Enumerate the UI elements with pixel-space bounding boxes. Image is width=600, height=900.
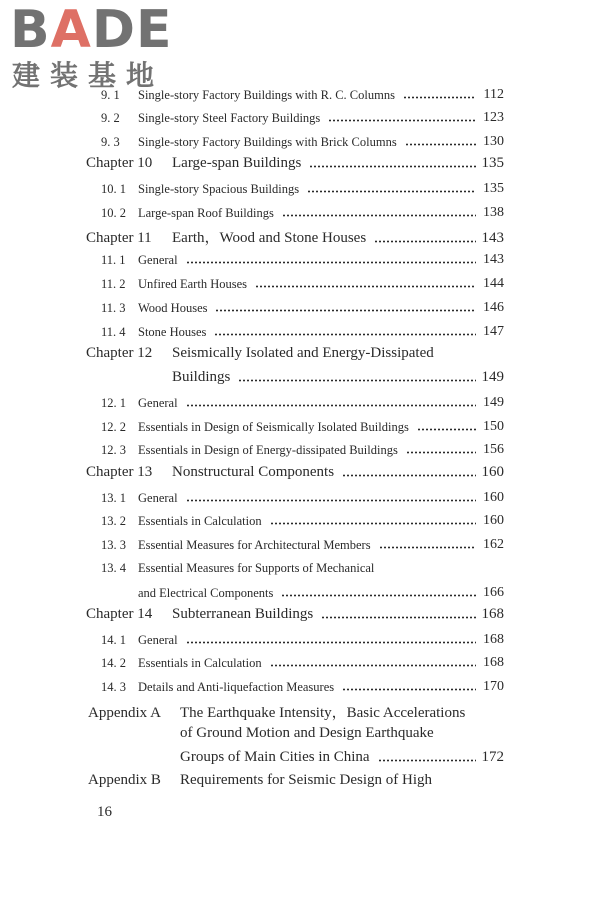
- toc-entry-title: Single-story Spacious Buildings: [138, 182, 300, 196]
- toc-entry[interactable]: [101, 679, 504, 695]
- toc-entry-title: Essentials in Design of Energy-dissipated Buildings: [138, 443, 398, 457]
- toc-entry-page: 135: [483, 181, 504, 196]
- toc-entry-title: Large-span Roof Buildings: [138, 206, 274, 220]
- toc-entry-title-continued: Buildings: [172, 369, 231, 385]
- toc-entry-number: Chapter 12: [86, 345, 153, 361]
- dot-leader: [186, 641, 476, 644]
- toc-entry-number: 13. 1: [101, 491, 126, 505]
- toc-entry-number: 10. 2: [101, 206, 126, 220]
- toc-entry[interactable]: [101, 537, 504, 553]
- toc-entry[interactable]: [86, 464, 504, 481]
- toc-entry-number: 14. 3: [101, 680, 126, 694]
- toc-entry-page: 112: [483, 87, 504, 102]
- toc-entry-number: 13. 4: [101, 561, 126, 575]
- toc-entry[interactable]: [88, 772, 432, 789]
- toc-entry-number: 13. 2: [101, 514, 126, 528]
- toc-entry-number: 12. 1: [101, 396, 126, 410]
- toc-entry[interactable]: [101, 252, 504, 268]
- dot-leader: [186, 261, 476, 264]
- toc-entry-title: Unfired Earth Houses: [138, 277, 247, 291]
- toc-entry-title: Stone Houses: [138, 325, 207, 339]
- toc-entry-page: 135: [481, 155, 504, 171]
- toc-entry-page: 144: [483, 276, 504, 291]
- toc-entry-title-continued: and Electrical Components: [138, 586, 274, 600]
- dot-leader: [374, 240, 475, 243]
- logo-chinese-text: 建装基地: [12, 59, 165, 92]
- toc-entry-title-continued: of Ground Motion and Design Earthquake: [180, 725, 434, 741]
- toc-entry-page: 168: [483, 632, 504, 647]
- toc-entry-page: 143: [483, 252, 504, 267]
- toc-entry-title: Details and Anti-liquefaction Measures: [138, 680, 335, 694]
- toc-entry[interactable]: [88, 701, 465, 722]
- toc-entry[interactable]: [101, 632, 504, 648]
- toc-entry[interactable]: [101, 134, 504, 150]
- toc-entry[interactable]: [101, 655, 504, 671]
- toc-entry[interactable]: [86, 345, 434, 362]
- toc-entry-title: Single-story Factory Buildings with R. C. Columns: [138, 88, 395, 102]
- toc-entry[interactable]: [101, 300, 504, 316]
- toc-entry-number: 14. 2: [101, 656, 126, 670]
- toc-entry-number: 9. 3: [101, 135, 120, 149]
- toc-entry-title: Nonstructural Components: [172, 464, 335, 480]
- toc-entry-continuation[interactable]: [180, 725, 434, 742]
- toc-entry-page: 168: [481, 606, 504, 622]
- toc-entry-title: Single-story Steel Factory Buildings: [138, 111, 321, 125]
- toc-entry-number: 13. 3: [101, 538, 126, 552]
- toc-entry-number: Appendix B: [88, 772, 161, 788]
- dot-leader: [186, 499, 476, 502]
- toc-entry-title: General: [138, 253, 178, 267]
- dot-leader: [238, 379, 475, 382]
- toc-entry-page: 166: [483, 585, 504, 600]
- dot-leader: [215, 309, 476, 312]
- dot-leader: [405, 143, 476, 146]
- toc-entry-title: Earth，Wood and Stone Houses: [172, 230, 367, 246]
- toc-entry[interactable]: [101, 110, 504, 126]
- toc-entry-page: 138: [483, 205, 504, 220]
- toc-entry-page: 146: [483, 300, 504, 315]
- toc-entry-title: General: [138, 491, 178, 505]
- toc-entry-number: Chapter 13: [86, 464, 153, 480]
- toc-entry-continuation[interactable]: [180, 749, 504, 766]
- dot-leader: [403, 96, 476, 99]
- toc-entry-page: 156: [483, 442, 504, 457]
- toc-entry-number: 12. 2: [101, 420, 126, 434]
- toc-entry-page: 147: [483, 324, 504, 339]
- dot-leader: [282, 214, 476, 217]
- dot-leader: [270, 664, 476, 667]
- toc-entry-title: Essential Measures for Architectural Members: [138, 538, 371, 552]
- toc-entry-page: 170: [483, 679, 504, 694]
- toc-entry[interactable]: [101, 442, 504, 458]
- toc-entry-title: Single-story Factory Buildings with Brick Columns: [138, 135, 397, 149]
- toc-entry[interactable]: [101, 513, 504, 529]
- dot-leader: [270, 522, 476, 525]
- dot-leader: [186, 404, 476, 407]
- toc-entry-number: 11. 3: [101, 301, 126, 315]
- toc-entry-title: Essentials in Calculation: [138, 514, 262, 528]
- toc-entry-number: Chapter 11: [86, 230, 152, 246]
- toc-entry-number: 11. 4: [101, 325, 126, 339]
- toc-entry[interactable]: [86, 606, 504, 623]
- toc-entry[interactable]: [101, 324, 504, 340]
- toc-entry-continuation[interactable]: [138, 585, 504, 601]
- toc-entry-number: 11. 2: [101, 277, 126, 291]
- toc-entry-page: 143: [481, 230, 504, 246]
- toc-entry-title: General: [138, 396, 178, 410]
- toc-entry[interactable]: [101, 395, 504, 411]
- dot-leader: [214, 333, 476, 336]
- toc-entry[interactable]: [101, 419, 504, 435]
- toc-entry-continuation[interactable]: [172, 369, 504, 386]
- toc-entry[interactable]: [101, 87, 504, 103]
- dot-leader: [328, 119, 476, 122]
- toc-entry-page: 172: [481, 749, 504, 765]
- toc-entry-number: 9. 1: [101, 88, 120, 102]
- toc-entry-number: 10. 1: [101, 182, 126, 196]
- toc-entry-number: Chapter 14: [86, 606, 153, 622]
- toc-entry-number: 14. 1: [101, 633, 126, 647]
- toc-entry-number: Appendix A: [88, 705, 161, 721]
- toc-entry-page: 160: [483, 490, 504, 505]
- toc-entry-page: 162: [483, 537, 504, 552]
- toc-entry-number: 11. 1: [101, 253, 126, 267]
- toc-entry-title: Requirements for Seismic Design of High: [180, 772, 433, 788]
- dot-leader: [379, 546, 476, 549]
- toc-entry-title: Essentials in Design of Seismically Isolated Buildings: [138, 420, 409, 434]
- toc-entry-page: 149: [481, 369, 504, 385]
- toc-entry-title: Subterranean Buildings: [172, 606, 314, 622]
- dot-leader: [255, 285, 476, 288]
- toc-entry-title: Wood Houses: [138, 301, 208, 315]
- toc-entry-title-continued: Groups of Main Cities in China: [180, 749, 370, 765]
- toc-entry-title: Large-span Buildings: [172, 155, 302, 171]
- toc-entry-title: Seismically Isolated and Energy-Dissipated: [172, 345, 434, 361]
- toc-entry-number: Chapter 10: [86, 155, 153, 171]
- toc-entry[interactable]: [86, 155, 504, 172]
- toc-entry-page: 130: [483, 134, 504, 149]
- toc-entry[interactable]: [101, 276, 504, 292]
- toc-entry-title: Essentials in Calculation: [138, 656, 262, 670]
- dot-leader: [378, 759, 476, 762]
- dot-leader: [321, 616, 475, 619]
- dot-leader: [342, 688, 476, 691]
- dot-leader: [342, 474, 475, 477]
- toc-entry[interactable]: [86, 226, 504, 247]
- toc-entry-page: 149: [483, 395, 504, 410]
- dot-leader: [406, 451, 476, 454]
- toc-entry-title: General: [138, 633, 178, 647]
- toc-entry-number: 12. 3: [101, 443, 126, 457]
- toc-entry-title: The Earthquake Intensity，Basic Accelerations: [180, 705, 466, 721]
- toc-entry[interactable]: [101, 205, 504, 221]
- toc-entry-page: 160: [481, 464, 504, 480]
- dot-leader: [309, 165, 475, 168]
- toc-entry[interactable]: [101, 181, 504, 197]
- toc-entry-number: 9. 2: [101, 111, 120, 125]
- toc-entry[interactable]: [101, 561, 374, 576]
- toc-entry-page: 123: [483, 110, 504, 125]
- toc-entry-page: 150: [483, 419, 504, 434]
- toc-entry-page: 160: [483, 513, 504, 528]
- dot-leader: [307, 190, 476, 193]
- logo-latin-text: BADE: [10, 0, 173, 60]
- toc-entry-title: Essential Measures for Supports of Mechanical: [138, 561, 375, 575]
- dot-leader: [281, 594, 476, 597]
- toc-entry[interactable]: [101, 490, 504, 506]
- toc-entry-page: 168: [483, 655, 504, 670]
- page-number: 16: [97, 804, 112, 820]
- dot-leader: [417, 428, 476, 431]
